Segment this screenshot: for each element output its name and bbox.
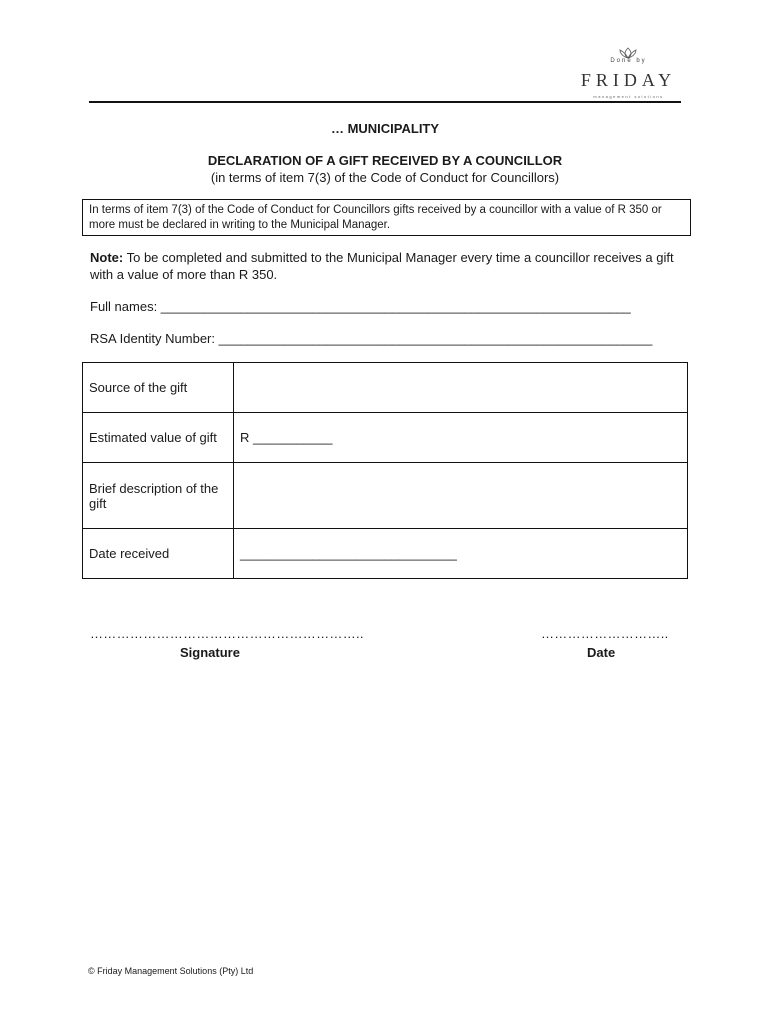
date-label: Date: [587, 645, 616, 660]
table-row: [83, 463, 688, 529]
table-row: [83, 413, 688, 463]
document-title: DECLARATION OF A GIFT RECEIVED BY A COUNCILLOR: [207, 153, 563, 168]
header-rule: [89, 101, 681, 103]
info-box: In terms of item 7(3) of the Code of Conduct for Councillors gifts received by a councillor with a value of R 350 or more must be declared in writing to the Municipal Manager.: [82, 199, 691, 236]
signature-label: Signature: [180, 645, 240, 660]
note-label: Note:: [90, 250, 124, 265]
row-label-description: Brief description of the gift: [83, 463, 234, 529]
date-line[interactable]: ………………………..: [541, 626, 669, 641]
note-text: To be completed and submitted to the Municipal Manager every time a councillor receives a gift with a value of more than R 350.: [90, 250, 674, 282]
row-label-date: Date received: [83, 529, 234, 579]
row-label-value: Estimated value of gift: [83, 413, 234, 463]
municipality-heading: … MUNICIPALITY: [330, 121, 440, 136]
row-value-date[interactable]: ______________________________: [234, 529, 688, 579]
rsa-id-field[interactable]: RSA Identity Number: ____________________________________________________________: [90, 331, 653, 346]
row-value-description[interactable]: [234, 463, 688, 529]
friday-logo: [576, 46, 681, 102]
full-names-field[interactable]: Full names: _________________________________________________________________: [90, 299, 631, 314]
document-subtitle: (in terms of item 7(3) of the Code of Conduct for Councillors): [210, 170, 560, 185]
footer-copyright: © Friday Management Solutions (Pty) Ltd: [88, 966, 254, 976]
signature-line[interactable]: ……………………………………………………..: [90, 626, 364, 641]
logo-tagline: management solutions: [593, 94, 664, 99]
note-paragraph: [90, 249, 690, 283]
row-value-source[interactable]: [234, 363, 688, 413]
table-row: [83, 529, 688, 579]
row-value-value[interactable]: R ___________: [234, 413, 688, 463]
row-label-source: Source of the gift: [83, 363, 234, 413]
table-row: [83, 363, 688, 413]
logo-brand: FRIDAY: [580, 70, 677, 90]
gift-details-table: [82, 362, 688, 579]
logo-small-text: Done by: [610, 58, 647, 64]
